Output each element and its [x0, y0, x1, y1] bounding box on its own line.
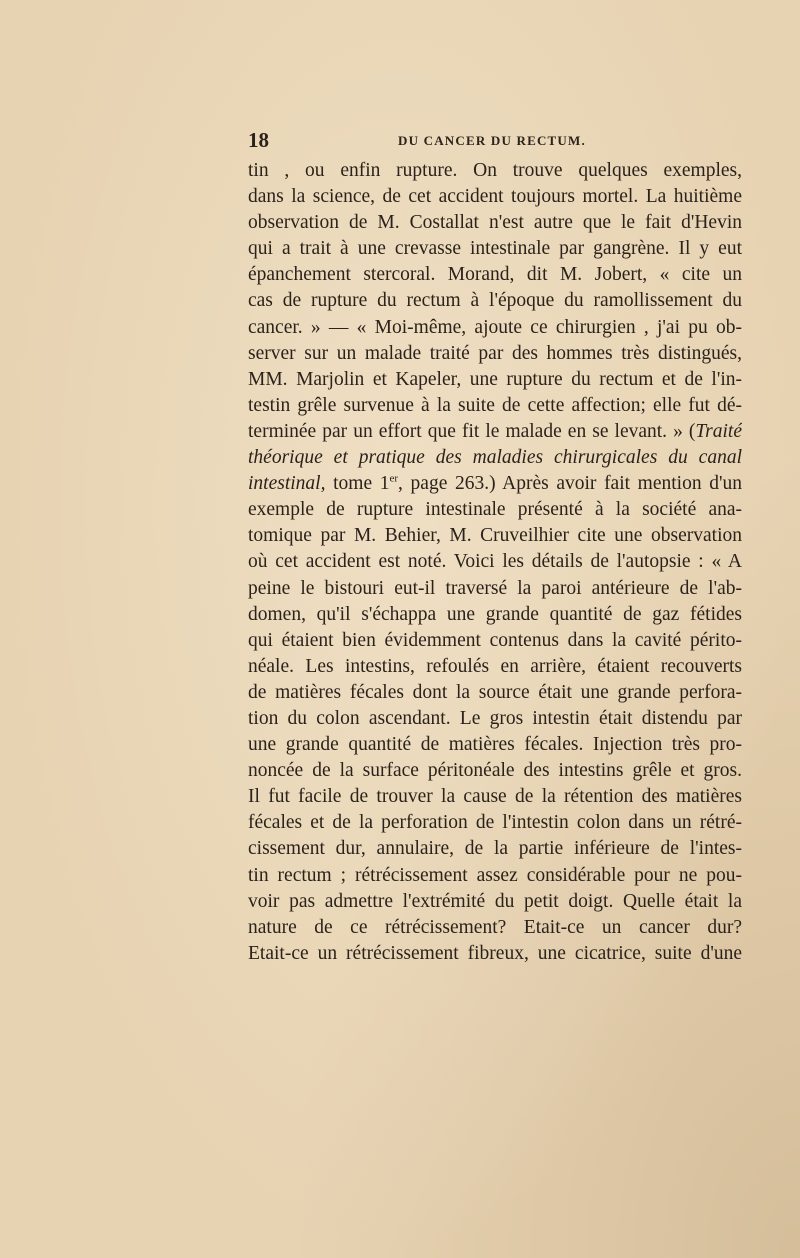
text-line: tomique par M. Behier, M. Cruveilhier cite une observation: [248, 525, 742, 547]
text-line: cissement dur, annulaire, de la partie inférieure de l'intes-: [248, 838, 742, 860]
text-line: voir pas admettre l'extrémité du petit doigt. Quelle était la: [248, 890, 742, 912]
text-line: MM. Marjolin et Kapeler, une rupture du rectum et de l'in-: [248, 368, 742, 390]
page-header: [248, 128, 742, 158]
text-line: fécales et de la perforation de l'intestin colon dans un rétré-: [248, 812, 742, 834]
book-page: [248, 128, 742, 967]
text-line: observation de M. Costallat n'est autre que le fait d'Hevin: [248, 212, 742, 234]
text-line: nature de ce rétrécissement? Etait-ce un cancer dur?: [248, 916, 742, 938]
text-line-italic: [248, 445, 742, 471]
text-line: Etait-ce un rétrécissement fibreux, une cicatrice, suite d'une: [248, 942, 742, 964]
page-number: 18: [248, 128, 269, 152]
line-segment: tome 1: [325, 473, 390, 495]
text-line: de matières fécales dont la source était une grande perfora-: [248, 681, 742, 703]
text-line: testin grêle survenue à la suite de cette affection; elle fut dé-: [248, 394, 742, 416]
text-line: une grande quantité de matières fécales. Injection très pro-: [248, 734, 742, 756]
text-line-with-italic: [248, 419, 742, 445]
text-line: Il fut facile de trouver la cause de la rétention des matières: [248, 786, 742, 808]
line-segment: terminée par un effort que fit le malade en se levant. » (: [248, 420, 696, 442]
text-line: peine le bistouri eut-il traversé la paroi antérieure de l'ab-: [248, 577, 742, 599]
text-line: tion du colon ascendant. Le gros intestin était distendu par: [248, 707, 742, 729]
text-line: domen, qu'il s'échappa une grande quantité de gaz fétides: [248, 603, 742, 625]
text-line-with-italic: [248, 471, 742, 497]
italic-title-segment: théorique et pratique des maladies chirurgicales du canal: [248, 447, 742, 469]
text-line: tin rectum ; rétrécissement assez considérable pour ne pou-: [248, 864, 742, 886]
text-line: qui étaient bien évidemment contenus dans la cavité périto-: [248, 629, 742, 651]
italic-title-segment: intestinal,: [248, 473, 326, 495]
text-line: server sur un malade traité par des hommes très distingués,: [248, 342, 742, 364]
text-line: exemple de rupture intestinale présenté à la société ana-: [248, 499, 742, 521]
superscript: er: [389, 472, 399, 485]
line-segment: , page 263.) Après avoir fait mention d'un: [398, 473, 742, 495]
text-line: où cet accident est noté. Voici les détails de l'autopsie : « A: [248, 551, 742, 573]
body-text: [248, 158, 742, 967]
text-line: noncée de la surface péritonéale des intestins grêle et gros.: [248, 760, 742, 782]
text-line: qui a trait à une crevasse intestinale par gangrène. Il y eut: [248, 238, 742, 260]
text-line: tin , ou enfin rupture. On trouve quelques exemples,: [248, 160, 742, 181]
running-title: DU CANCER DU RECTUM.: [398, 133, 586, 148]
italic-title-segment: Traité: [695, 420, 742, 442]
text-line: cas de rupture du rectum à l'époque du ramollissement du: [248, 290, 742, 312]
text-line: néale. Les intestins, refoulés en arrière, étaient recouverts: [248, 655, 742, 677]
text-line: épanchement stercoral. Morand, dit M. Jobert, « cite un: [248, 264, 742, 286]
text-line: dans la science, de cet accident toujours mortel. La huitième: [248, 186, 742, 208]
text-line: cancer. » — « Moi-même, ajoute ce chirurgien , j'ai pu ob-: [248, 316, 742, 338]
